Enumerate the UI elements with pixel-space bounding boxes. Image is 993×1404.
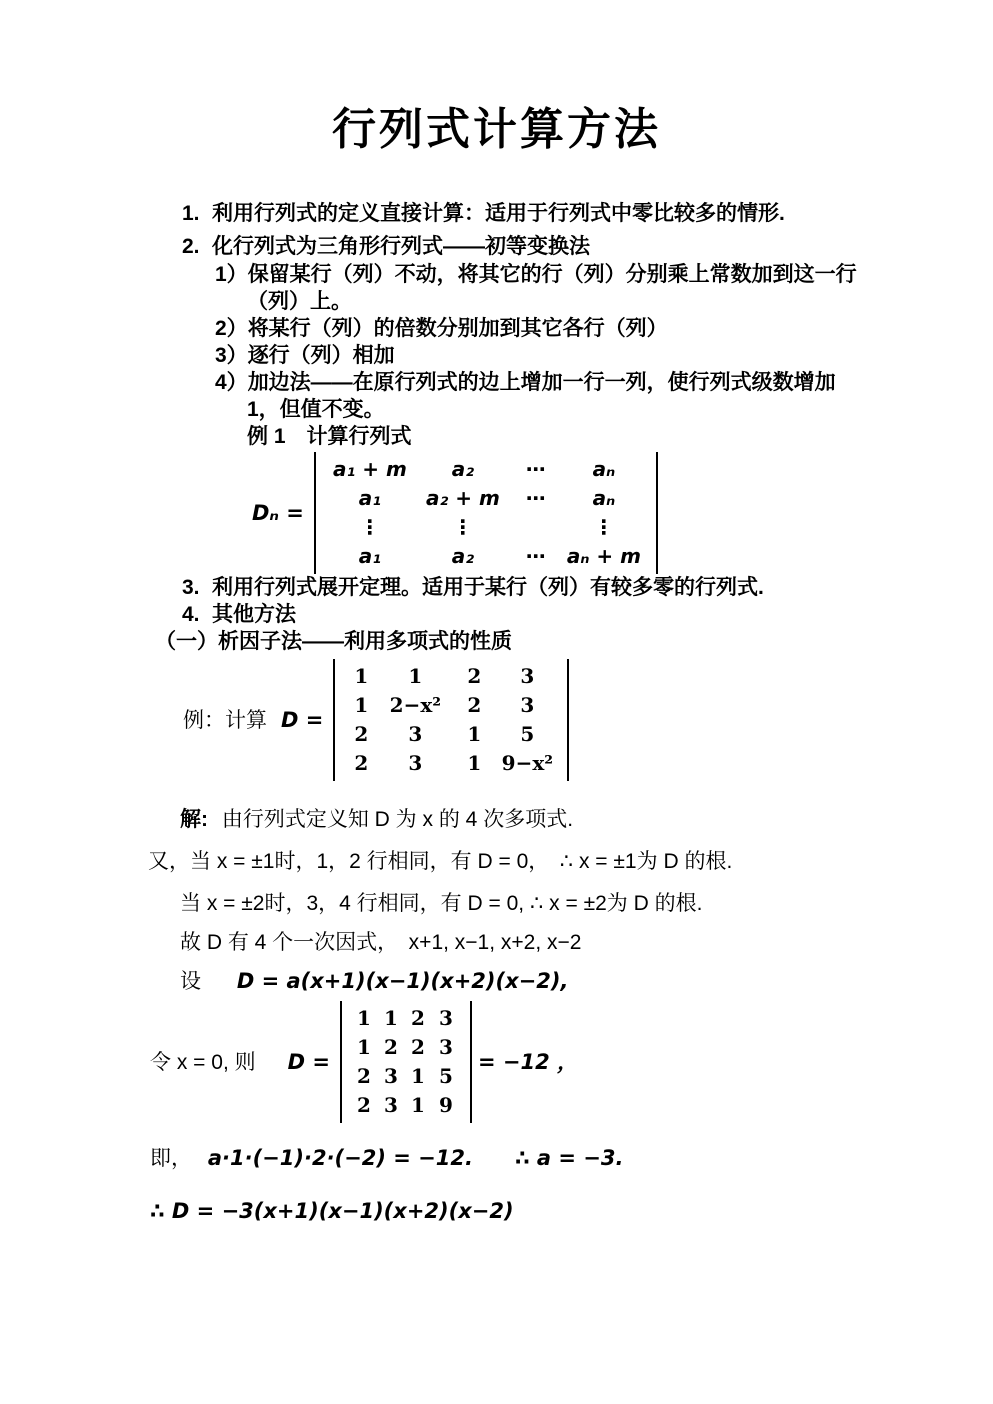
section-1-heading: （一）析因子法——利用多项式的性质	[155, 630, 512, 653]
sub-item-4-text-line2: 1，但值不变。	[247, 398, 385, 421]
substitute-equation	[150, 1001, 890, 1123]
matrix-cell: 1	[384, 1006, 398, 1030]
matrix-cell: 1	[408, 664, 423, 688]
sub-item-1	[215, 261, 890, 288]
sub-item-1-text-line1: 保留某行（列）不动，将其它的行（列）分别乘上常数加到这一行	[247, 263, 857, 286]
example-matrix	[344, 662, 558, 778]
sub-item-4-number: 4）	[215, 371, 248, 394]
sub-item-3-number: 3）	[215, 344, 248, 367]
example-equation	[183, 659, 890, 781]
matrix-cell: 2	[467, 664, 482, 688]
sub-item-3-text: 逐行（列）相加	[247, 344, 395, 367]
matrix-cell: 2	[411, 1006, 425, 1030]
matrix-cell: 3	[520, 664, 535, 688]
list-item-1-text: 利用行列式的定义直接计算：适用于行列式中零比较多的情形.	[212, 202, 785, 225]
matrix-cell: aₙ	[592, 486, 616, 510]
matrix-cell: 3	[408, 751, 423, 775]
assume-formula: D = a(x+1)(x−1)(x+2)(x−2),	[236, 969, 569, 993]
dn-equation	[252, 452, 890, 574]
solution-line-assume	[180, 968, 890, 995]
sub-item-2-number: 2）	[215, 317, 248, 340]
matrix-cell: 1	[411, 1093, 425, 1117]
matrix-cell: 2	[354, 722, 369, 746]
list-item-2-text: 化行列式为三角形行列式——初等变换法	[212, 235, 590, 258]
solution-line-roots-1: 又，当 x = ±1时，1，2 行相同，有 D = 0， ∴ x = ±1为 D 的根.	[148, 850, 733, 873]
matrix-cell: ⋮	[359, 515, 380, 539]
matrix-cell: 3	[408, 722, 423, 746]
sub-item-2	[215, 315, 890, 342]
list-item-1-number: 1.	[182, 202, 200, 225]
page-title: 行列式计算方法	[332, 104, 661, 155]
list-item-3-number: 3.	[182, 576, 200, 599]
list-item-3	[182, 574, 890, 601]
example-lhs: D =	[281, 707, 324, 732]
matrix-cell: 2	[357, 1093, 371, 1117]
matrix-cell: 2	[467, 693, 482, 717]
solution-intro-line	[180, 806, 890, 833]
list-item-4	[182, 601, 890, 628]
matrix-cell: ⋮	[593, 515, 614, 539]
solution-line-roots-2: 当 x = ±2时，3，4 行相同，有 D = 0, ∴ x = ±2为 D 的根.	[180, 892, 703, 915]
sub-item-4-text-line1: 加边法——在原行列式的边上增加一行一列，使行列式级数增加	[247, 371, 836, 394]
matrix-cell: 2	[354, 751, 369, 775]
matrix-cell: aₙ + m	[566, 544, 641, 568]
document-body	[148, 200, 890, 1225]
dn-determinant	[314, 452, 658, 574]
matrix-cell: ⋯	[525, 486, 546, 510]
compute-formula: a·1·(−1)·2·(−2) = −12. ∴ a = −3.	[207, 1146, 624, 1170]
matrix-cell: 9	[439, 1093, 453, 1117]
matrix-cell: 2−x²	[389, 693, 442, 717]
matrix-cell: aₙ	[592, 457, 616, 481]
list-item-4-text: 其他方法	[212, 603, 296, 626]
substitute-result: = −12 ，	[477, 1049, 579, 1074]
list-item-4-number: 4.	[182, 603, 200, 626]
matrix-cell: a₂	[451, 544, 475, 568]
matrix-cell: 3	[439, 1035, 453, 1059]
dn-lhs: Dₙ =	[252, 500, 304, 525]
list-item-2-number: 2.	[182, 235, 200, 258]
matrix-cell: ⋮	[452, 515, 473, 539]
matrix-cell: 1	[357, 1006, 371, 1030]
substitute-matrix	[351, 1004, 461, 1120]
sub-item-1-text-line2: （列）上。	[247, 290, 352, 313]
dn-matrix	[325, 455, 647, 571]
sub-item-1-number: 1）	[215, 263, 248, 286]
matrix-cell: 5	[439, 1064, 453, 1088]
matrix-cell: 3	[384, 1064, 398, 1088]
matrix-cell: 2	[384, 1035, 398, 1059]
matrix-cell: 2	[411, 1035, 425, 1059]
matrix-cell: 5	[520, 722, 535, 746]
example-label: 例：计算	[183, 708, 267, 732]
matrix-cell: a₁	[358, 486, 382, 510]
sub-item-4	[215, 369, 890, 396]
matrix-cell: a₂	[451, 457, 475, 481]
matrix-cell: 1	[357, 1035, 371, 1059]
matrix-cell: ⋯	[525, 544, 546, 568]
solution-final-result: ∴ D = −3(x+1)(x−1)(x+2)(x−2)	[150, 1199, 514, 1223]
matrix-cell	[511, 513, 561, 542]
matrix-cell: 3	[439, 1006, 453, 1030]
assume-label: 设	[180, 970, 201, 993]
solution-line-compute	[150, 1145, 890, 1172]
matrix-cell: 1	[354, 664, 369, 688]
matrix-cell: 9−x²	[501, 751, 554, 775]
compute-label: 即，	[150, 1147, 192, 1170]
solution-line-factors: 故 D 有 4 个一次因式， x+1, x−1, x+2, x−2	[180, 931, 582, 954]
list-item-1	[182, 200, 890, 227]
solution-intro-text: 由行列式定义知 D 为 x 的 4 次多项式.	[221, 808, 574, 831]
matrix-cell: 2	[357, 1064, 371, 1088]
sub-item-2-text: 将某行（列）的倍数分别加到其它各行（列）	[247, 317, 668, 340]
matrix-cell: a₁ + m	[333, 457, 407, 481]
substitute-lhs: D =	[287, 1049, 330, 1074]
matrix-cell: 1	[467, 751, 482, 775]
example-1-label: 例 1 计算行列式	[247, 425, 412, 448]
matrix-cell: 1	[411, 1064, 425, 1088]
list-item-3-text: 利用行列式展开定理。适用于某行（列）有较多零的行列式.	[212, 576, 764, 599]
matrix-cell: 1	[467, 722, 482, 746]
matrix-cell: a₂ + m	[426, 486, 500, 510]
list-item-2	[182, 233, 890, 260]
sub-item-3	[215, 342, 890, 369]
matrix-cell: 1	[354, 693, 369, 717]
substitute-prefix: 令 x = 0, 则	[150, 1050, 256, 1074]
example-determinant	[333, 659, 569, 781]
matrix-cell: 3	[384, 1093, 398, 1117]
matrix-cell: a₁	[358, 544, 382, 568]
matrix-cell: 3	[520, 693, 535, 717]
matrix-cell: ⋯	[525, 457, 546, 481]
substitute-determinant	[340, 1001, 472, 1123]
solution-label: 解:	[180, 808, 208, 831]
